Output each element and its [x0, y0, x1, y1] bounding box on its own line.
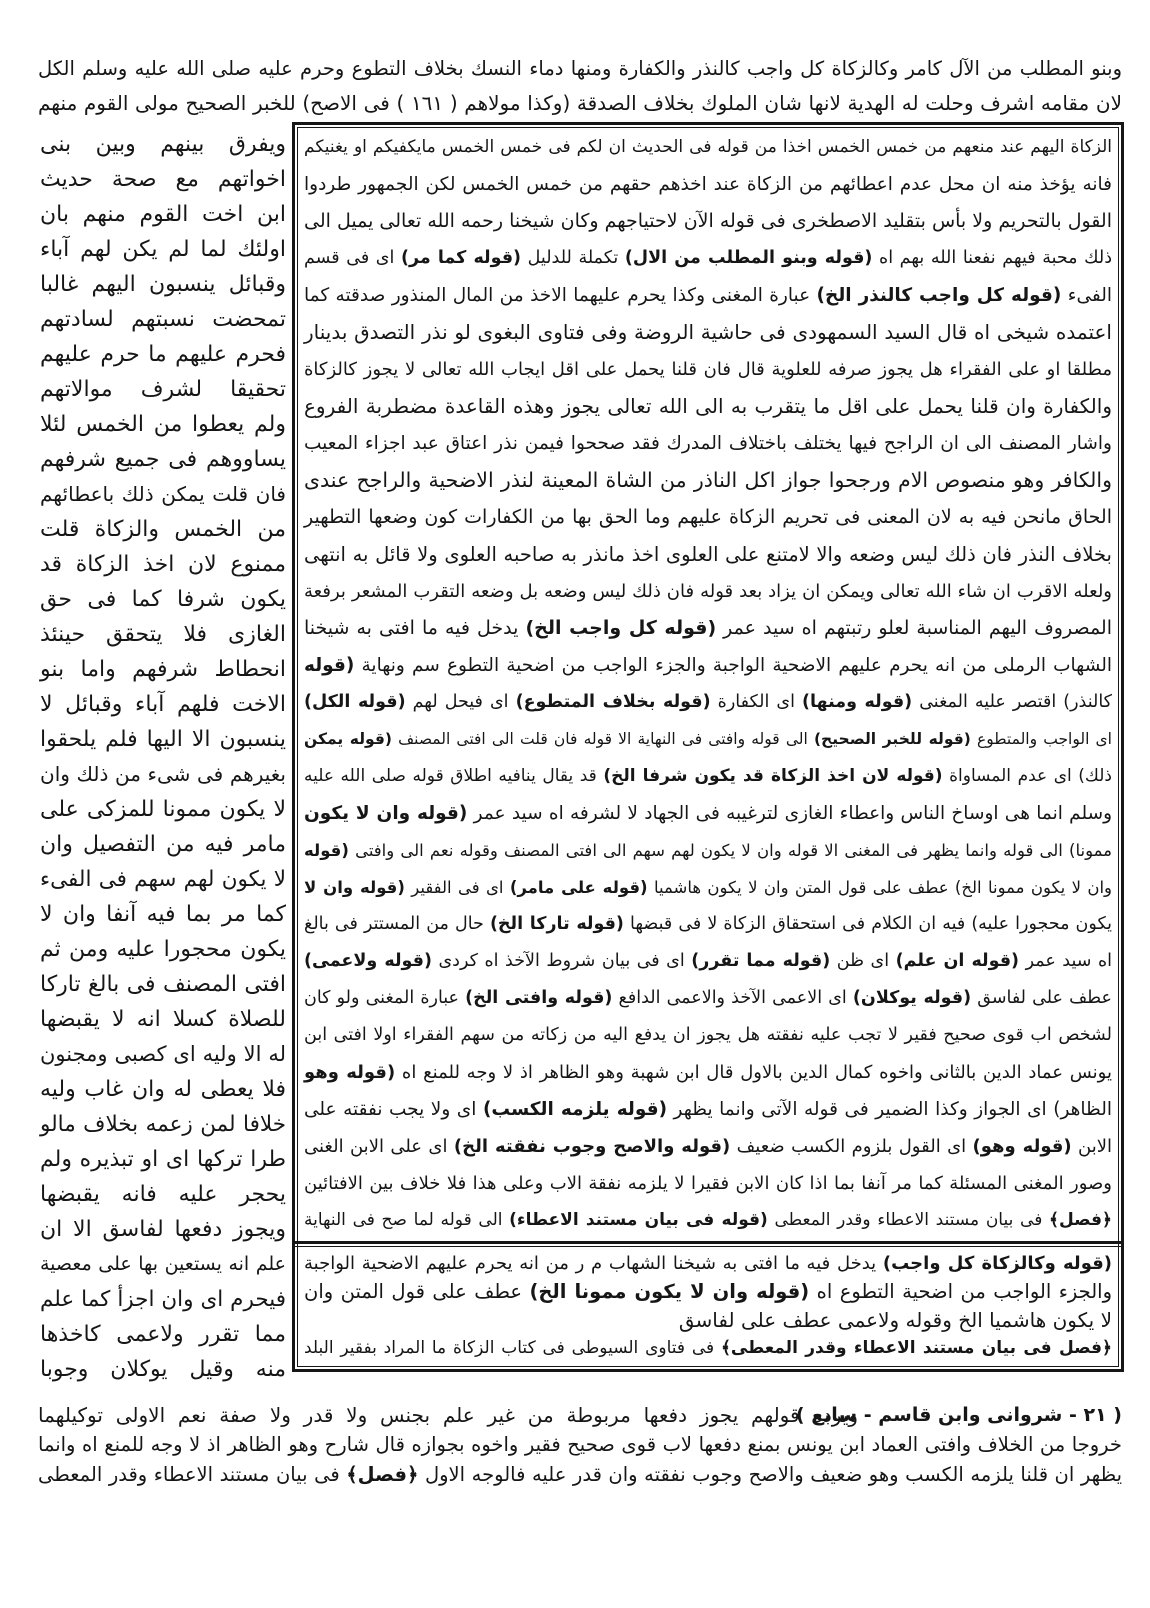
main-commentary-line: الشهاب الرملى من انه يحرم عليهم الاضحية الواجبة والجزء الواجب من اضحية التطوع سم ونهاية (قوله	[304, 655, 1112, 676]
side-text-line: انحطاط شرفهم واما بنو	[40, 657, 286, 682]
main-commentary-line: القول بالتحريم ولا بأس بتقليد الاصطخرى فى قوله الآن لاحتياجهم وكان شيخنا رحمه الله تعالى يميل الى	[304, 210, 1112, 232]
header-matn-text	[38, 52, 1122, 120]
side-text-line: بغيرهم فى شىء من ذلك وان	[40, 762, 286, 786]
main-commentary-line: كالنذر) اقتصر عليه المغنى (قوله ومنها) اى الكفارة (قوله بخلاف المتطوع) اى فيحل لهم (قوله الكل)	[304, 692, 1112, 712]
side-text-line: فحرم عليهم ما حرم عليهم	[40, 342, 286, 367]
header-text-line: وبنو المطلب من الآل كامر وكالزكاة كل واجب كالنذر والكفارة ومنها دماء النسك بخلاف التطوع وحرم عليه صلى الله عليه وسلم الكل	[38, 57, 1122, 80]
side-text-line: خلافا لمن زعمه بخلاف مالو	[40, 1112, 286, 1137]
side-text-line: كما مر بما فيه آنفا وان لا	[40, 902, 286, 927]
volume-page-label: ( ٢١ - شروانى وابن قاسم - سابع )	[795, 1404, 1122, 1426]
side-text-line: افتى المصنف فى بالغ تاركا	[40, 972, 286, 997]
side-text-line: منه وقيل يوكلان وجوبا	[40, 1357, 286, 1382]
main-commentary-line: يكون محجورا عليه) فيه ان الكلام فى استحقاق الزكاة لا فى قبضها (قوله تاركا الخ) حال من المستتر فى بالغ	[304, 914, 1112, 934]
side-text-line: علم انه يستعين بها على معصية	[40, 1253, 286, 1275]
side-text-line: ويفرق بينهم وبين بنى	[40, 132, 286, 157]
side-text-line: له الا وليه اى كصبى ومجنون	[40, 1042, 286, 1066]
side-text-line: الغازى فلا يتحقق حينئذ	[40, 622, 286, 647]
footer-text-line: خروجا من الخلاف وافتى العماد ابن يونس بمنع دفعها لاب قوى صحيح فقير واخوه بجوازه قال شارح وهو الظاهر اذ لا وجه للمنع اه وانما	[38, 1433, 1122, 1456]
main-commentary-line: ولعله الاقرب ان شاء الله تعالى ويمكن ان يزاد بعد قوله فان ذلك ليس وضعه بل وضعه التقرب المشعر برفعة	[304, 581, 1112, 602]
footer-text-line: ويرده قولهم يجوز دفعها مربوطة من غير علم بجنس ولا قدر ولا صفة نعم الاولى توكيلهما	[38, 1403, 858, 1427]
main-commentary-line: يونس عماد الدين بالثانى واخوه كمال الدين بالاول قال ابن شهبة وهو الظاهر اذ لا وجه للمنع اه (قوله وهو	[304, 1062, 1112, 1083]
side-text-line: فلا يعطى له وان غاب وليه	[40, 1077, 286, 1102]
main-commentary-line: اى الواجب والمتطوع (قوله للخبر الصحيح) الى قوله وافتى فى النهاية الا قوله فان قلت الى افتى المصنف (قوله يمكن	[304, 730, 1112, 748]
side-text-line: يكون شرفا كما فى حق	[40, 587, 286, 612]
side-text-line: يكون محجورا عليه ومن ثم	[40, 937, 286, 962]
main-commentary-line: مطلقا او على الفقراء هل يجوز صرفه للعلوية قال فان قلنا يحمل على اقل ايجاب الله تعالى لا يجوز كالزكاة	[304, 359, 1112, 380]
side-text-line: يساووهم فى جميع شرفهم	[40, 447, 286, 472]
main-commentary-line: والكفارة وان قلنا يحمل على اقل ما يتقرب به الى الله تعالى يجوز وهذه القاعدة مضطربة الفروع	[304, 394, 1112, 418]
main-commentary-line: وصور المغنى المسئلة كما مر آنفا بما اذا كان الابن فقيرا لا يلزمه نفقة الاب وعلى هذا فلا خلاف بين الافتائين	[304, 1173, 1112, 1194]
main-commentary-line: فانه يؤخذ منه ان محل عدم اعطائهم من الزكاة عند اخذهم حقهم من خمس الخمس لكن الجمهور طردوا	[304, 174, 1112, 195]
side-column-text	[40, 127, 286, 1387]
main-commentary-line: الابن (قوله وهو) اى القول بلزوم الكسب ضعيف (قوله والاصح وجوب نفقته الخ) اى على الابن الغنى	[304, 1136, 1112, 1157]
side-text-line: اخواتهم مع صحة حديث	[40, 167, 286, 192]
main-commentary-line: الفىء (قوله كل واجب كالنذر الخ) عبارة المغنى وكذا يحرم عليهما الاخذ من المال المنذور صدقته كما	[304, 285, 1112, 306]
side-text-line: ممنوع لان اخذ الزكاة قد	[40, 552, 286, 577]
main-commentary-line: واشار المصنف الى ان الراجح فيها يختلف باختلاف المدرك فقد صححوا فيمن نذر اعتاق عبد اجزاء المعيب	[304, 433, 1112, 454]
side-text-line: فان قلت يمكن ذلك باعطائهم	[40, 482, 286, 506]
secondary-commentary-line: والجزء الواجب من اضحية التطوع اه (قوله وان لا يكون ممونا الخ) عطف على قول المتن وان	[304, 1280, 1112, 1303]
main-commentary-line: وسلم انما هى اوساخ الناس واعطاء الغازى لترغيبه فى الجهاد لا لشرفه اه سيد عمر (قوله وان لا يكون	[304, 803, 1112, 824]
secondary-commentary	[304, 1250, 1112, 1362]
secondary-commentary-line: (قوله وكالزكاة كل واجب) يدخل فيه ما افتى به شيخنا الشهاب م ر من انه يحرم عليهم الاضحية الواجبة	[304, 1253, 1112, 1274]
side-text-line: ولم يعطوا من الخمس لئلا	[40, 412, 286, 437]
side-text-line: ويجوز دفعها لفاسق الا ان	[40, 1217, 286, 1242]
side-text-line: طرا تركها اى او تبذيره ولم	[40, 1147, 286, 1172]
side-text-line: لا يكون لهم سهم فى الفىء	[40, 867, 286, 892]
main-commentary-line: المصروف اليهم المناسبة لعلو رتبتهم اه سيد عمر (قوله كل واجب الخ) يدخل فيه ما افتى به شيخنا	[304, 617, 1112, 639]
main-commentary-line: الظاهر) اى الجواز وكذا الضمير فى قوله الآتى وانما يظهر (قوله يلزمه الكسب) اى ولا يجب نفقته على	[304, 1099, 1112, 1120]
side-text-line: مامر فيه من التفصيل وان	[40, 832, 286, 857]
main-commentary-line: الزكاة اليهم عند منعهم من خمس الخمس اخذا من قوله فى الحديث ان لكم فى خمس الخمس مايكفيكم او يغنيكم	[304, 137, 1112, 157]
side-text-line: تمحضت نسبتهم لسادتهم	[40, 307, 286, 332]
footer-text-first	[38, 1400, 858, 1430]
footer-text-line: يظهر ان قلنا يلزمه الكسب وهو ضعيف والاصح وجوب نفقته وان قدر عليه فالوجه الاول ﴿فصل﴾ فى بيان مستند الاعطاء وقدر المعطى	[38, 1463, 1122, 1486]
side-text-line: اولئك لما لم يكن لهم آباء	[40, 237, 286, 262]
main-commentary-line: لشخص اب قوى صحيح فقير لا تجب عليه نفقته هل يجوز ان يدفع اليه من زكاته من سهم الفقراء اولا افتى ابن	[304, 1025, 1112, 1045]
main-commentary-line: وان لا يكون ممونا الخ) عطف على قول المتن وان لا يكون هاشميا (قوله على مامر) اى فى الفقير (قوله وان لا	[304, 878, 1112, 897]
side-text-line: تحقيقا لشرف موالاتهم	[40, 377, 286, 402]
side-text-line: لا يكون ممونا للمزكى على	[40, 797, 286, 822]
side-text-line: وقبائل ينسبون اليهم غالبا	[40, 272, 286, 297]
side-text-line: الاخت فلهم آباء وقبائل لا	[40, 692, 286, 717]
main-commentary-line: اه سيد عمر (قوله ان علم) اى ظن (قوله مما تقرر) اى فى بيان شروط الآخذ اه كردى (قوله ولاعمى)	[304, 951, 1112, 971]
side-text-line: للصلاة كسلا انه لا يقبضها	[40, 1007, 286, 1032]
main-commentary-line: ذلك محبة فيهم نفعنا الله بهم اه (قوله وبنو المطلب من الال) تكملة للدليل (قوله كما مر) اى فى قسم	[304, 248, 1113, 268]
main-commentary	[304, 129, 1112, 1239]
side-text-line: يحجر عليه فانه يقبضها	[40, 1182, 286, 1207]
side-text-line: فيحرم اى وان اجزأ كما علم	[40, 1287, 286, 1312]
footer-text-rest	[38, 1430, 1122, 1490]
header-text-line: لان مقامه اشرف وحلت له الهدية لانها شان الملوك بخلاف الصدقة (وكذا مولاهم ( ١٦١ ) فى الاصح) للخبر الصحيح مولى القوم منهم	[38, 91, 1122, 115]
main-commentary-line: ﴿فصل﴾ فى بيان مستند الاعطاء وقدر المعطى (قوله فى بيان مستند الاعطاء) الى قوله لما صح فى النهاية	[304, 1210, 1112, 1230]
side-text-line: مما تقرر ولاعمى كاخذها	[40, 1322, 286, 1347]
main-commentary-line: ممونا) الى قوله وانما يظهر فى المغنى الا قوله وان لا يكون لهم سهم الى افتى المصنف وقوله نعم الى وافتى (قوله	[304, 841, 1112, 860]
secondary-commentary-line: لا يكون هاشميا الخ وقوله ولاعمى عطف على لفاسق	[678, 1308, 1112, 1332]
main-commentary-line: والكافر وهو منصوص الام ورجحوا جواز اكل الناذر من الشاة المعينة لنذر الاضحية والراجح عندى	[304, 468, 1112, 492]
main-commentary-line: اعتمده شيخى اه قال السيد السمهودى فى حاشية الروضة وفى فتاوى البغوى لو نذر التصدق بدينار	[304, 320, 1112, 344]
side-text-line: ابن اخت القوم منهم بان	[40, 202, 286, 227]
main-commentary-line: عطف على لفاسق (قوله يوكلان) اى الاعمى الآخذ والاعمى الدافع (قوله وافتى الخ) عبارة المغنى ولو كان	[304, 988, 1112, 1008]
commentary-divider	[292, 1241, 1124, 1247]
main-commentary-line: الحاق مانحن فيه به لان المعنى فى تحريم الزكاة عليهم وما الحق بها من الكفارات كون وضعها التطهير	[304, 506, 1112, 528]
side-text-line: من الخمس والزكاة قلت	[40, 517, 286, 542]
side-text-line: ينسبون الا اليها فلم يلحقوا	[40, 727, 286, 752]
main-commentary-line: ذلك) اى عدم المساواة (قوله لان اخذ الزكاة قد يكون شرفا الخ) قد يقال ينافيه اطلاق قوله صلى الله عليه	[304, 766, 1112, 786]
main-commentary-line: بخلاف النذر فان ذلك ليس وضعه والا لامتنع على العلوى اخذ مانذر به صاحبه العلوى ولا قائل به انتهى	[304, 543, 1112, 566]
secondary-commentary-line: ﴿فصل فى بيان مستند الاعطاء وقدر المعطى﴾ فى فتاوى السيوطى فى كتاب الزكاة ما المراد بفقير البلد	[304, 1338, 1112, 1358]
